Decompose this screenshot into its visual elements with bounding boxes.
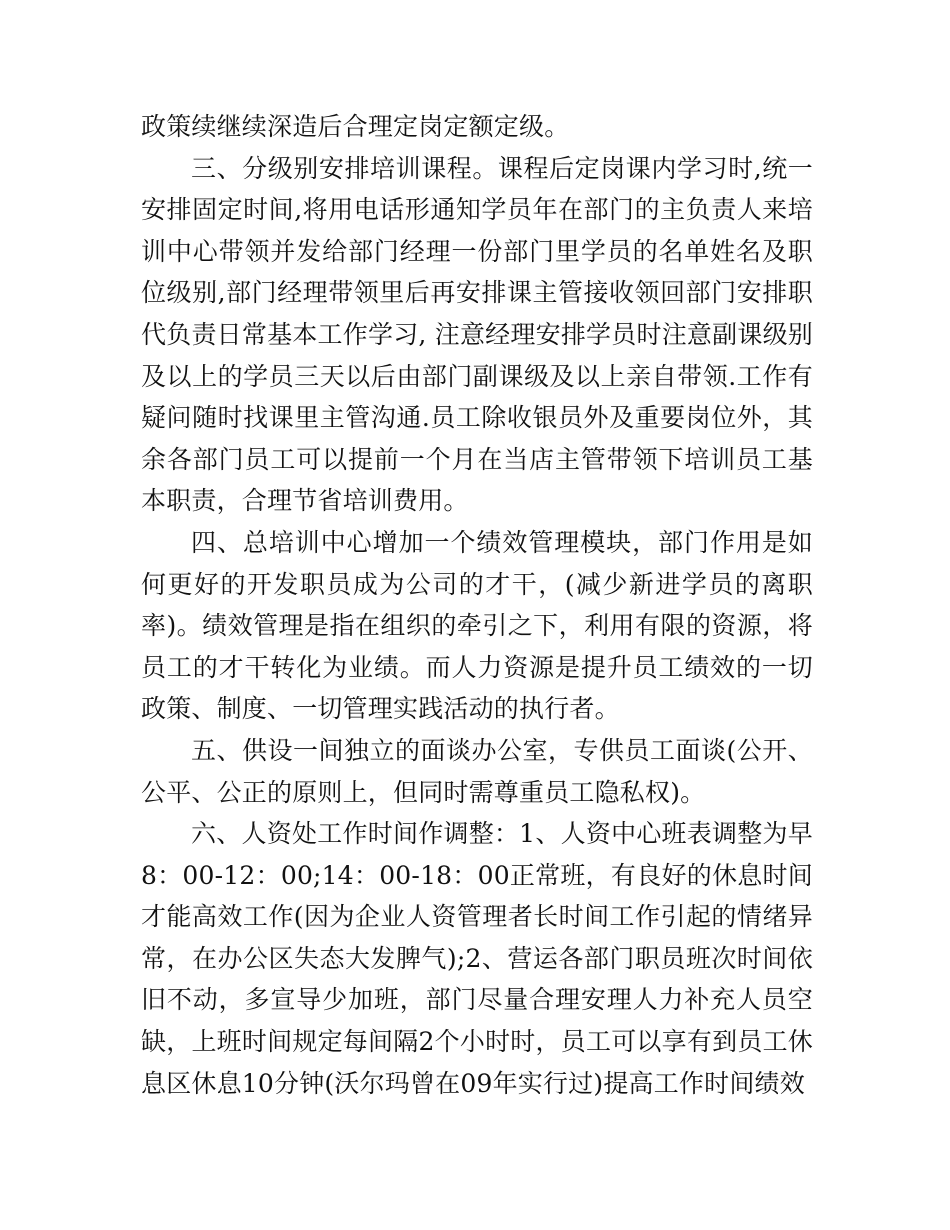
- paragraph-continuation: 政策续继续深造后合理定岗定额定级。: [141, 112, 570, 141]
- paragraph-section-3: 三、分级别安排培训课程。课程后定岗课内学习时,统一安排固定时间,将用电话形通知学员年在部门的主负责人来培训中心带领并发给部门经理一份部门里学员的名单姓名及职位级别,部门经理带领里后再安排课主管接收领回部门安排职代负责日常基本工作学习, 注意经理安排学员时注意副课级别及以上的学员三天以后由部门副课级及以上亲自带领.工作有疑问随时找课里主管沟通.员工除收银员外及重要岗位外，其余各部门员工可以提前一个月在当店主管带领下培训员工基本职责，合理节省培训费用。: [141, 153, 813, 516]
- document-body: [141, 106, 813, 1104]
- paragraph-section-5: 五、供设一间独立的面谈办公室，专供员工面谈(公开、公平、公正的原则上，但同时需尊重员工隐私权)。: [141, 735, 813, 807]
- paragraph-section-6: 六、人资处工作时间作调整：1、人资中心班表调整为早8：00-12：00;14：00-18：00正常班，有良好的休息时间才能高效工作(因为企业人资管理者长时间工作引起的情绪异常，在办公区失态大发脾气);2、营运各部门职员班次时间依旧不动，多宣导少加班，部门尽量合理安理人力补充人员空缺，上班时间规定每间隔2个小时时，员工可以享有到员工休息区休息10分钟(沃尔玛曾在09年实行过)提高工作时间绩效: [141, 819, 813, 1098]
- paragraph-section-4: 四、总培训中心增加一个绩效管理模块，部门作用是如何更好的开发职员成为公司的才干，(减少新进学员的离职率)。绩效管理是指在组织的牵引之下，利用有限的资源，将员工的才干转化为业绩。而人力资源是提升员工绩效的一切政策、制度、一切管理实践活动的执行者。: [141, 527, 813, 724]
